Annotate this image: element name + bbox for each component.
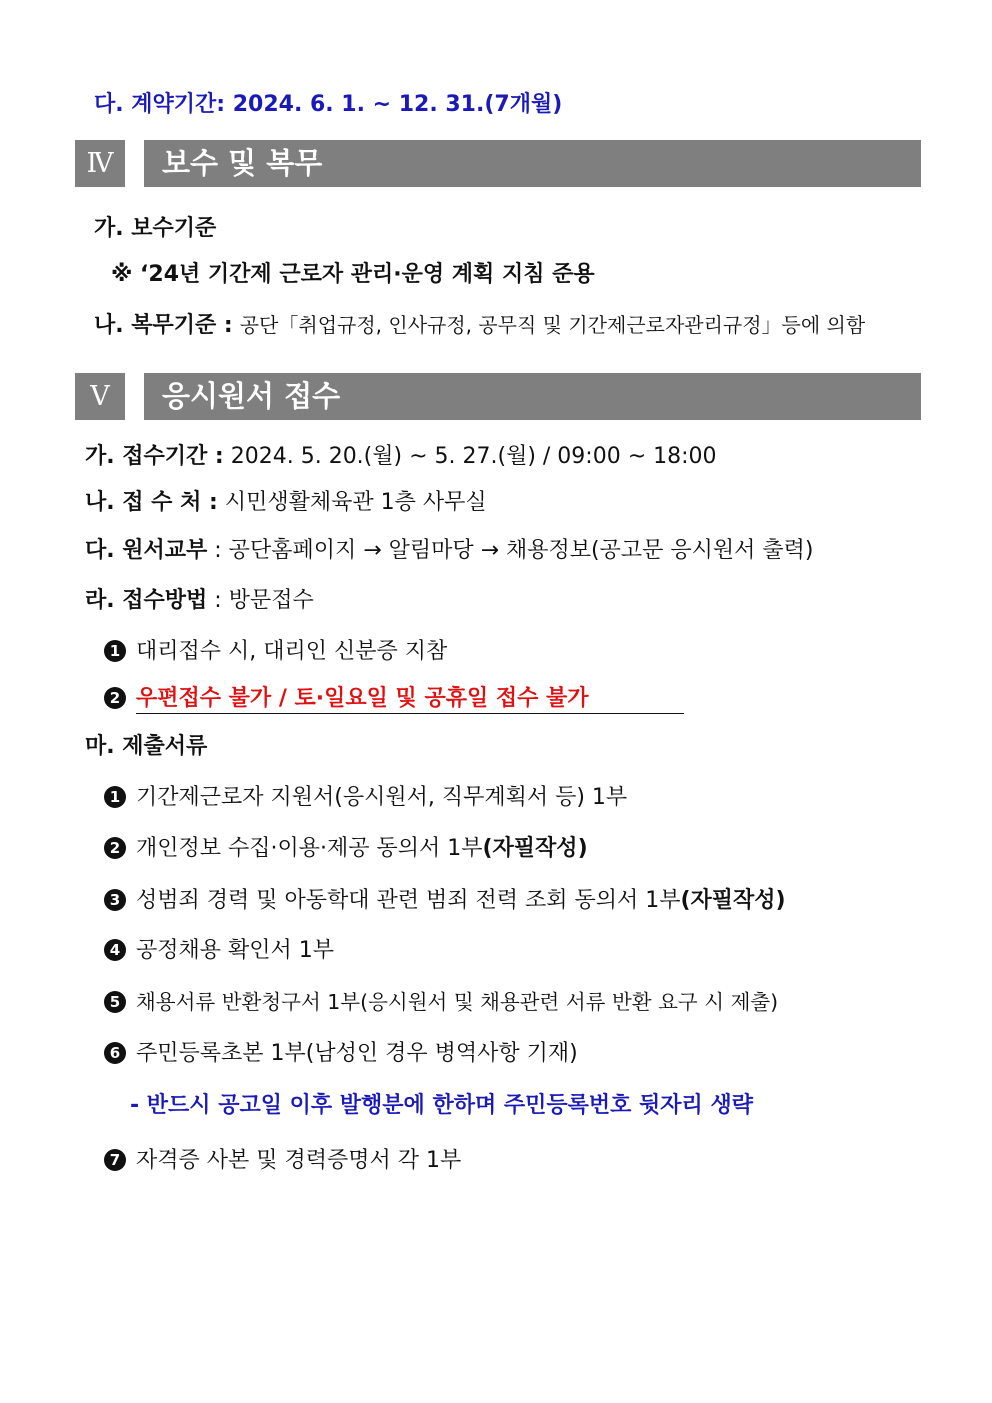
application-period-label: 가. 접수기간 : — [85, 444, 224, 469]
pay-standard-heading: 가. 보수기준 — [94, 216, 217, 241]
form-distribution — [85, 536, 813, 566]
method-item — [104, 637, 447, 667]
number-bullet-icon: 6 — [104, 1042, 126, 1064]
number-bullet-icon: 5 — [104, 991, 126, 1013]
document-item — [104, 936, 334, 966]
document-item — [104, 987, 778, 1018]
method-item-warning-text: 우편접수 불가 / 토·일요일 및 공휴일 접수 불가 — [136, 686, 589, 711]
form-distribution-text: : 공단홈페이지 → 알림마당 → 채용정보(공고문 응시원서 출력) — [214, 538, 814, 563]
application-method-text: : 방문접수 — [214, 588, 314, 613]
document-item-text: 공정채용 확인서 1부 — [136, 938, 334, 963]
document-item-note: (자필작성) — [482, 836, 588, 861]
method-item-text: 대리접수 시, 대리인 신분증 지참 — [136, 639, 448, 664]
application-place-text: 시민생활체육관 1층 사무실 — [224, 490, 487, 515]
service-standard-text: 공단「취업규정, 인사규정, 공무직 및 기간제근로자관리규정」등에 의함 — [239, 313, 866, 337]
document-item-text: 기간제근로자 지원서(응시원서, 직무계획서 등) 1부 — [136, 785, 628, 810]
document-item-text: 채용서류 반환청구서 1부(응시원서 및 채용관련 서류 반환 요구 시 제출) — [136, 990, 779, 1014]
document-item — [104, 1146, 461, 1176]
documents-heading: 마. 제출서류 — [85, 734, 208, 759]
warning-underline — [136, 713, 684, 714]
application-place-label: 나. 접 수 처 : — [85, 490, 218, 515]
document-item — [104, 886, 786, 916]
section-4-number: Ⅳ — [75, 140, 125, 187]
contract-period: 다. 계약기간: 2024. 6. 1. ~ 12. 31.(7개월) — [94, 92, 563, 117]
pay-standard-note: ※ ‘24년 기간제 근로자 관리·운영 계획 지침 준용 — [111, 262, 595, 287]
document-item-text: 성범죄 경력 및 아동학대 관련 범죄 전력 조회 동의서 1부 — [136, 888, 681, 913]
service-standard-label: 나. 복무기준 : — [94, 313, 233, 338]
number-bullet-icon: 7 — [104, 1149, 126, 1171]
number-bullet-icon: 1 — [104, 640, 126, 662]
section-4-title: 보수 및 복무 — [144, 140, 921, 187]
application-period — [85, 442, 717, 472]
application-place — [85, 488, 487, 518]
number-bullet-icon: 2 — [104, 837, 126, 859]
application-period-text: 2024. 5. 20.(월) ~ 5. 27.(월) / 09:00 ~ 18:00 — [230, 444, 717, 469]
document-item — [104, 1039, 578, 1069]
number-bullet-icon: 3 — [104, 889, 126, 911]
number-bullet-icon: 2 — [104, 687, 126, 709]
document-item-text: 자격증 사본 및 경력증명서 각 1부 — [136, 1148, 462, 1173]
section-5-number: Ⅴ — [75, 373, 125, 420]
application-method-label: 라. 접수방법 — [85, 588, 208, 613]
document-item-text: 주민등록초본 1부(남성인 경우 병역사항 기재) — [136, 1041, 578, 1066]
section-5-title: 응시원서 접수 — [144, 373, 921, 420]
document-item-note: (자필작성) — [680, 888, 786, 913]
document-item-text: 개인정보 수집·이용·제공 동의서 1부 — [136, 836, 483, 861]
method-item-warning — [104, 684, 589, 714]
service-standard — [94, 310, 865, 341]
document-item — [104, 834, 588, 864]
documents-note: - 반드시 공고일 이후 발행분에 한하며 주민등록번호 뒷자리 생략 — [130, 1093, 753, 1118]
document-item — [104, 783, 627, 813]
form-distribution-label: 다. 원서교부 — [85, 538, 208, 563]
number-bullet-icon: 4 — [104, 939, 126, 961]
application-method — [85, 586, 314, 616]
number-bullet-icon: 1 — [104, 786, 126, 808]
